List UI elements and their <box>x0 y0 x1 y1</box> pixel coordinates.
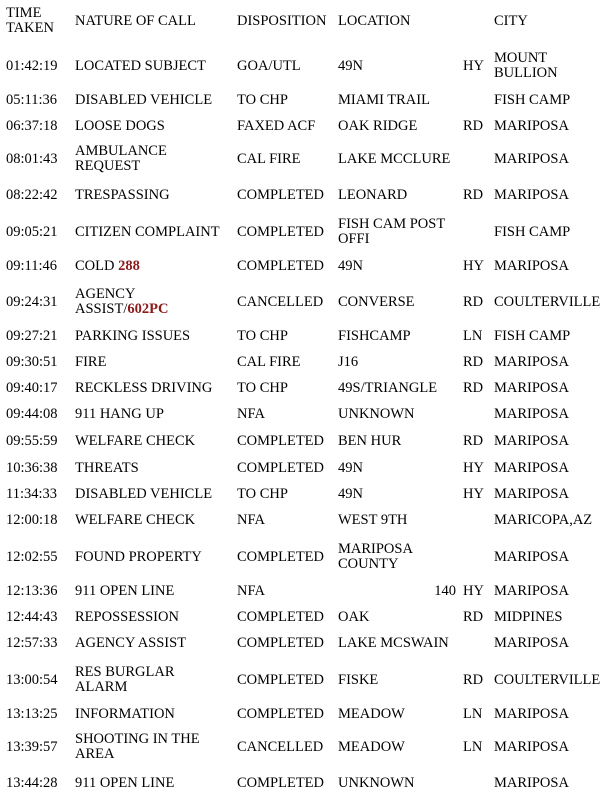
disposition: COMPLETED <box>237 432 324 449</box>
city-line: COULTERVILLE <box>494 293 601 310</box>
nature-of-call <box>75 487 212 502</box>
time-taken: 08:22:42 <box>6 186 58 203</box>
time-taken: 13:13:25 <box>6 705 58 722</box>
location <box>338 487 363 502</box>
time-taken: 11:34:33 <box>6 485 58 502</box>
city-line: MARIPOSA <box>494 117 569 134</box>
time-taken: 09:40:17 <box>6 379 58 396</box>
location <box>338 152 450 167</box>
location-line: 49N <box>338 459 363 476</box>
location-line: OAK <box>338 608 370 625</box>
nature-of-call-line: TRESPASSING <box>75 186 170 203</box>
header-disposition: DISPOSITION <box>237 13 327 29</box>
location <box>338 513 407 528</box>
time-taken: 09:44:08 <box>6 405 58 422</box>
street-suffix: RD <box>463 117 484 134</box>
nature-of-call-line: COLD 288 <box>75 257 140 274</box>
disposition: COMPLETED <box>237 608 324 625</box>
city <box>494 259 569 274</box>
nature-of-call <box>75 707 175 722</box>
nature-of-call <box>75 59 206 74</box>
city <box>494 487 569 502</box>
city-line: MARIPOSA <box>494 405 569 422</box>
location-line: 49N <box>338 257 363 274</box>
location-line: 49S/TRIANGLE <box>338 379 438 396</box>
city <box>494 740 569 755</box>
nature-of-call-line: DISABLED VEHICLE <box>75 91 213 108</box>
nature-of-call-line: RES BURGLAR <box>75 664 175 680</box>
street-suffix: RD <box>463 293 484 310</box>
nature-of-call <box>75 287 168 317</box>
nature-of-call <box>75 407 164 422</box>
nature-of-call-line: THREATS <box>75 459 139 476</box>
location <box>338 329 411 344</box>
disposition: COMPLETED <box>237 223 324 240</box>
nature-of-call-line: WELFARE CHECK <box>75 432 196 449</box>
time-taken: 12:13:36 <box>6 582 58 599</box>
street-suffix: RD <box>463 608 484 625</box>
location-line: MIAMI TRAIL <box>338 91 430 108</box>
disposition: CANCELLED <box>237 738 324 755</box>
time-taken: 13:39:57 <box>6 738 58 755</box>
city <box>494 119 569 134</box>
time-taken: 13:00:54 <box>6 671 58 688</box>
location-line: FISHCAMP <box>338 327 411 344</box>
city-line: MARIPOSA <box>494 705 569 722</box>
street-suffix: RD <box>463 353 484 370</box>
location <box>338 188 407 203</box>
street-suffix: HY <box>463 57 484 74</box>
header-time-taken <box>6 6 54 36</box>
nature-of-call-line: ASSIST/602PC <box>75 301 169 317</box>
street-suffix: HY <box>463 459 484 476</box>
location <box>338 740 405 755</box>
nature-of-call-line: INFORMATION <box>75 705 175 722</box>
city <box>494 329 570 344</box>
time-taken: 08:01:43 <box>6 150 58 167</box>
city <box>494 188 569 203</box>
nature-of-call-line: CITIZEN COMPLAINT <box>75 223 220 240</box>
disposition: COMPLETED <box>237 459 324 476</box>
location-line: UNKNOWN <box>338 774 415 791</box>
city <box>494 434 569 449</box>
location-line: COUNTY <box>338 556 399 572</box>
location-line: FISKE <box>338 671 379 688</box>
city <box>494 225 570 240</box>
street-suffix: HY <box>463 485 484 502</box>
location-line: 140 <box>434 582 456 599</box>
time-taken: 09:30:51 <box>6 353 58 370</box>
city-line: MARIPOSA <box>494 186 569 203</box>
nature-of-call <box>75 636 186 651</box>
time-taken: 12:44:43 <box>6 608 58 625</box>
nature-of-call-line: FOUND PROPERTY <box>75 548 202 565</box>
nature-of-call-line: 911 OPEN LINE <box>75 582 175 599</box>
location-line: MEADOW <box>338 738 405 755</box>
nature-of-call-line: LOOSE DOGS <box>75 117 165 134</box>
city-line: FISH CAMP <box>494 327 571 344</box>
time-taken: 09:55:59 <box>6 432 58 449</box>
location <box>338 217 445 247</box>
location-line: FISH CAM POST <box>338 216 446 232</box>
location-line: OAK RIDGE <box>338 117 418 134</box>
city <box>494 707 569 722</box>
nature-of-call <box>75 225 220 240</box>
location <box>338 776 415 791</box>
disposition: TO CHP <box>237 91 288 108</box>
nature-code: 602PC <box>127 301 169 317</box>
location <box>434 584 456 599</box>
nature-of-call-line: AMBULANCE <box>75 143 167 159</box>
nature-of-call <box>75 776 174 791</box>
city <box>494 673 600 688</box>
time-taken: 12:57:33 <box>6 634 58 651</box>
disposition: COMPLETED <box>237 257 324 274</box>
header-city: CITY <box>494 13 528 29</box>
nature-of-call <box>75 188 170 203</box>
nature-of-call-line: LOCATED SUBJECT <box>75 57 206 74</box>
nature-of-call-line: AREA <box>75 746 115 762</box>
disposition: TO CHP <box>237 485 288 502</box>
nature-of-call-line: 911 OPEN LINE <box>75 774 175 791</box>
nature-of-call <box>75 119 165 134</box>
nature-of-call-line: AGENCY ASSIST <box>75 634 187 651</box>
nature-of-call-line: REQUEST <box>75 158 141 174</box>
time-taken: 09:24:31 <box>6 293 58 310</box>
city <box>494 407 569 422</box>
header-taken-line: TAKEN <box>6 20 54 36</box>
city-line: MARIPOSA <box>494 738 569 755</box>
disposition: CAL FIRE <box>237 150 301 167</box>
location-line: MEADOW <box>338 705 405 722</box>
city-line: MIDPINES <box>494 608 563 625</box>
time-taken: 09:05:21 <box>6 223 58 240</box>
location <box>338 93 430 108</box>
location-line: 49N <box>338 57 363 74</box>
disposition: TO CHP <box>237 327 288 344</box>
city <box>494 152 569 167</box>
disposition: NFA <box>237 511 265 528</box>
street-suffix: HY <box>463 582 484 599</box>
nature-of-call-line: AGENCY <box>75 286 136 302</box>
city <box>494 381 569 396</box>
nature-of-call <box>75 355 106 370</box>
nature-of-call <box>75 665 175 695</box>
nature-of-call-line: RECKLESS DRIVING <box>75 379 213 396</box>
nature-of-call-line: REPOSSESSION <box>75 608 179 625</box>
nature-of-call-line: PARKING ISSUES <box>75 327 191 344</box>
location <box>338 707 405 722</box>
location <box>338 295 415 310</box>
nature-of-call-line: ALARM <box>75 679 128 695</box>
header-nature: NATURE OF CALL <box>75 13 196 29</box>
time-taken: 10:36:38 <box>6 459 58 476</box>
location <box>338 636 449 651</box>
disposition: TO CHP <box>237 379 288 396</box>
location <box>338 542 413 572</box>
street-suffix: RD <box>463 671 484 688</box>
city-line: FISH CAMP <box>494 91 571 108</box>
disposition: CAL FIRE <box>237 353 301 370</box>
time-taken: 06:37:18 <box>6 117 58 134</box>
street-suffix: LN <box>463 327 483 344</box>
city <box>494 51 558 81</box>
disposition: COMPLETED <box>237 634 324 651</box>
city <box>494 93 570 108</box>
city-line: MARICOPA,AZ <box>494 511 593 528</box>
location <box>338 673 378 688</box>
location-line: LAKE MCCLURE <box>338 150 451 167</box>
nature-of-call-line: WELFARE CHECK <box>75 511 196 528</box>
time-taken: 01:42:19 <box>6 57 58 74</box>
disposition: NFA <box>237 405 265 422</box>
location-line: UNKNOWN <box>338 405 415 422</box>
location <box>338 407 415 422</box>
location-line: J16 <box>338 353 359 370</box>
city-line: MARIPOSA <box>494 485 569 502</box>
disposition: COMPLETED <box>237 548 324 565</box>
nature-of-call <box>75 461 139 476</box>
disposition: COMPLETED <box>237 186 324 203</box>
location-line: LEONARD <box>338 186 408 203</box>
location-line: OFFI <box>338 231 370 247</box>
location-line: LAKE MCSWAIN <box>338 634 449 651</box>
nature-of-call <box>75 550 202 565</box>
location-line: WEST 9TH <box>338 511 408 528</box>
nature-of-call <box>75 144 167 174</box>
disposition: CANCELLED <box>237 293 324 310</box>
location <box>338 119 417 134</box>
nature-of-call-line: FIRE <box>75 353 107 370</box>
city <box>494 610 562 625</box>
city-line: MARIPOSA <box>494 548 569 565</box>
header-time-line: TIME <box>6 5 42 21</box>
city <box>494 355 569 370</box>
city-line: MOUNT <box>494 50 548 66</box>
location <box>338 59 363 74</box>
disposition: COMPLETED <box>237 671 324 688</box>
nature-of-call <box>75 610 179 625</box>
city <box>494 295 600 310</box>
time-taken: 13:44:28 <box>6 774 58 791</box>
header-location: LOCATION <box>338 13 411 29</box>
city-line: COULTERVILLE <box>494 671 601 688</box>
city <box>494 584 569 599</box>
city <box>494 461 569 476</box>
time-taken: 09:27:21 <box>6 327 58 344</box>
nature-of-call <box>75 584 174 599</box>
location-line: CONVERSE <box>338 293 415 310</box>
nature-of-call-line: DISABLED VEHICLE <box>75 485 213 502</box>
location <box>338 259 363 274</box>
city-line: MARIPOSA <box>494 257 569 274</box>
street-suffix: LN <box>463 738 483 755</box>
city-line: BULLION <box>494 65 558 81</box>
city-line: FISH CAMP <box>494 223 571 240</box>
city-line: MARIPOSA <box>494 379 569 396</box>
location-line: MARIPOSA <box>338 541 413 557</box>
street-suffix: HY <box>463 257 484 274</box>
time-taken: 12:00:18 <box>6 511 58 528</box>
disposition: NFA <box>237 582 265 599</box>
city-line: MARIPOSA <box>494 634 569 651</box>
time-taken: 05:11:36 <box>6 91 58 108</box>
disposition: COMPLETED <box>237 705 324 722</box>
city-line: MARIPOSA <box>494 459 569 476</box>
location <box>338 434 401 449</box>
nature-of-call <box>75 259 140 274</box>
city-line: MARIPOSA <box>494 582 569 599</box>
disposition: FAXED ACF <box>237 117 316 134</box>
nature-of-call <box>75 513 195 528</box>
nature-of-call-line: 911 HANG UP <box>75 405 164 422</box>
nature-of-call <box>75 732 200 762</box>
street-suffix: RD <box>463 379 484 396</box>
location <box>338 381 437 396</box>
nature-of-call <box>75 381 212 396</box>
city <box>494 513 592 528</box>
location <box>338 461 363 476</box>
city <box>494 636 569 651</box>
location-line: BEN HUR <box>338 432 402 449</box>
city-line: MARIPOSA <box>494 432 569 449</box>
city <box>494 776 569 791</box>
street-suffix: RD <box>463 186 484 203</box>
nature-of-call <box>75 93 212 108</box>
time-taken: 12:02:55 <box>6 548 58 565</box>
nature-of-call <box>75 434 195 449</box>
location-line: 49N <box>338 485 363 502</box>
city <box>494 550 569 565</box>
city-line: MARIPOSA <box>494 774 569 791</box>
time-taken: 09:11:46 <box>6 257 58 274</box>
street-suffix: LN <box>463 705 483 722</box>
nature-of-call <box>75 329 190 344</box>
nature-code: 288 <box>118 257 140 274</box>
location <box>338 355 358 370</box>
location <box>338 610 369 625</box>
disposition: GOA/UTL <box>237 57 301 74</box>
nature-of-call-line: SHOOTING IN THE <box>75 731 200 747</box>
disposition: COMPLETED <box>237 774 324 791</box>
street-suffix: RD <box>463 432 484 449</box>
city-line: MARIPOSA <box>494 150 569 167</box>
city-line: MARIPOSA <box>494 353 569 370</box>
